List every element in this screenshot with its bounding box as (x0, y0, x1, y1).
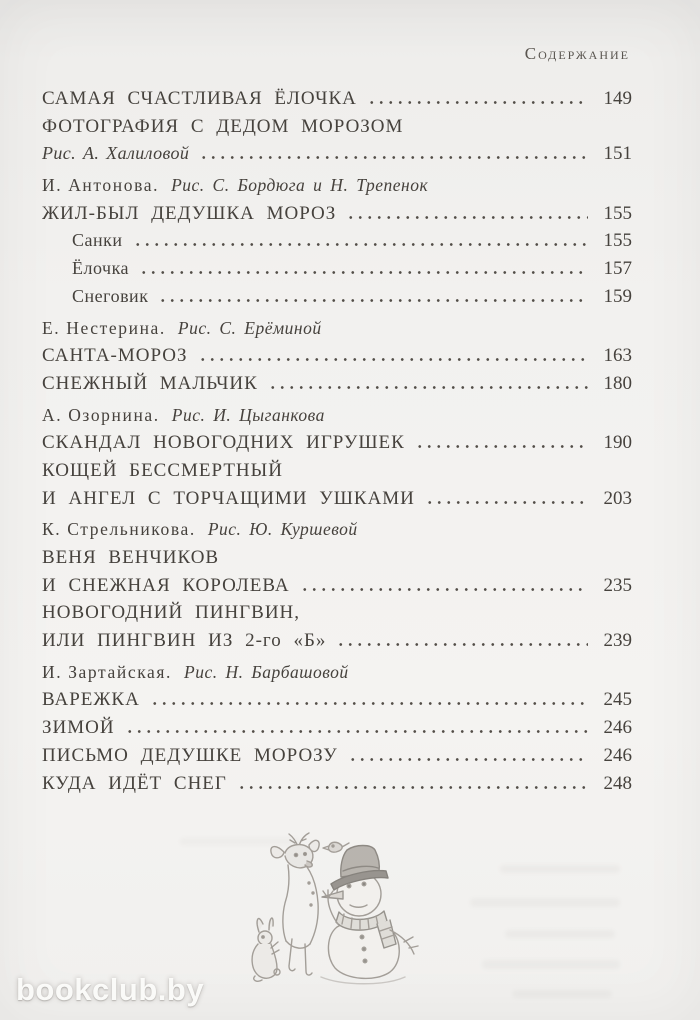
dotted-leader (150, 702, 588, 705)
toc-entry-row (42, 575, 632, 603)
deer-rabbit-snowman-illustration (243, 831, 428, 993)
toc-entry-title: ВАРЕЖКА (42, 689, 140, 711)
toc-entry-title: НОВОГОДНИЙ ПИНГВИН, (42, 602, 301, 624)
toc-entry-row (42, 547, 632, 575)
toc-page-number: 246 (603, 717, 632, 739)
toc-entry-row (42, 773, 632, 801)
toc-entry-title: ЖИЛ-БЫЛ ДЕДУШКА МОРОЗ (42, 202, 337, 224)
toc-entry-row (42, 602, 632, 630)
toc-author-row (42, 175, 632, 203)
toc-author-name: И. Зартайская. (42, 661, 173, 682)
toc-entry-row (42, 717, 632, 745)
toc-author-row (42, 405, 632, 433)
dotted-leader (139, 271, 588, 274)
dotted-leader (300, 588, 588, 591)
bleed-through-artifact (512, 990, 612, 998)
toc-author-name: И. Антонова. (42, 175, 160, 196)
bleed-through-artifact (470, 898, 620, 907)
toc-author-name: А. Озорнина. (42, 404, 160, 425)
toc-entry-title: ВЕНЯ ВЕНЧИКОВ (42, 547, 220, 568)
toc-page-number: 239 (603, 630, 632, 652)
toc-page-number: 155 (603, 202, 632, 224)
toc-author-row (42, 318, 632, 346)
toc-illustrator-credit: Рис. С. Ерёминой (177, 317, 322, 338)
dotted-leader (158, 299, 588, 302)
toc-entry-title: САНТА-МОРОЗ (42, 345, 188, 367)
toc-page-number: 246 (603, 744, 632, 766)
toc-illustrator-credit: Рис. С. Бордюга и Н. Трепенок (171, 175, 429, 196)
toc-page-number: 203 (603, 487, 632, 509)
toc-entry-row (42, 432, 632, 460)
toc-entry-title: СКАНДАЛ НОВОГОДНИХ ИГРУШЕК (42, 432, 405, 454)
dotted-leader (346, 216, 588, 219)
toc-entry-title: САМАЯ СЧАСТЛИВАЯ ЁЛОЧКА (42, 88, 357, 109)
toc-entry-row (42, 630, 632, 658)
toc-entry-row (42, 88, 632, 116)
toc-entry-row (42, 203, 632, 231)
toc-page-number: 149 (603, 88, 632, 109)
bleed-through-artifact (482, 960, 620, 969)
dotted-leader (268, 386, 588, 389)
dotted-leader (198, 358, 588, 361)
toc-entry-title: ЗИМОЙ (42, 717, 115, 739)
toc-entry-title: И СНЕЖНАЯ КОРОЛЕВА (42, 574, 290, 596)
toc-page-number: 155 (603, 230, 632, 252)
toc-entry-row (42, 373, 632, 401)
toc-entry-row (42, 689, 632, 717)
dotted-leader (133, 243, 588, 246)
toc-page-number: 235 (603, 574, 632, 596)
toc-entry-row (42, 258, 632, 286)
toc-author-row (42, 662, 632, 690)
dotted-leader (348, 758, 588, 761)
page-title: Содержание (524, 44, 630, 63)
toc-page-number: 245 (603, 689, 632, 711)
dotted-leader (125, 730, 588, 733)
dotted-leader (199, 156, 588, 159)
toc-entry-title: КОЩЕЙ БЕССМЕРТНЫЙ (42, 459, 283, 481)
toc-page-number: 190 (603, 432, 632, 454)
bleed-through-artifact (180, 838, 300, 845)
toc-entry-title: ИЛИ ПИНГВИН ИЗ 2-го «Б» (42, 630, 327, 652)
watermark-bookclub: bookclub.by (16, 972, 205, 1007)
toc-illustrator-credit: Рис. Н. Барбашовой (184, 661, 349, 682)
toc-page-number: 248 (603, 772, 632, 794)
toc-page-number: 159 (603, 285, 632, 307)
toc-page-number: 157 (603, 258, 632, 280)
toc-entry-row (42, 230, 632, 258)
toc-page-number: 151 (603, 143, 632, 165)
toc-entry-title: СНЕЖНЫЙ МАЛЬЧИК (42, 372, 258, 394)
toc-entry-row (42, 488, 632, 516)
bleed-through-artifact (505, 930, 615, 938)
dotted-leader (367, 101, 588, 104)
toc-entry-title: КУДА ИДЁТ СНЕГ (42, 772, 227, 794)
toc-entry-row (42, 460, 632, 488)
dotted-leader (415, 445, 588, 448)
toc-entry-row (42, 143, 632, 171)
toc-author-name: Е. Нестерина. (42, 317, 166, 338)
toc-entry-title: Санки (72, 230, 123, 251)
toc-page-number: 180 (603, 372, 632, 394)
bleed-through-artifact (500, 865, 620, 873)
toc-entry-row (42, 345, 632, 373)
toc-author-row (42, 519, 632, 547)
toc-entry-title: Снеговик (72, 285, 149, 306)
toc-entry-title: ФОТОГРАФИЯ С ДЕДОМ МОРОЗОМ (42, 115, 404, 137)
toc-illustrator-credit: Рис. Ю. Куршевой (207, 519, 358, 540)
toc-entry-title: И АНГЕЛ С ТОРЧАЩИМИ УШКАМИ (42, 487, 415, 509)
toc-page-number: 163 (603, 345, 632, 367)
toc-entry-title: Рис. А. Халиловой (42, 143, 190, 164)
toc-entry-row (42, 745, 632, 773)
toc-entry-title: ПИСЬМО ДЕДУШКЕ МОРОЗУ (42, 744, 338, 766)
dotted-leader (336, 643, 588, 646)
toc-entry-row (42, 286, 632, 314)
table-of-contents (42, 88, 632, 800)
toc-illustrator-credit: Рис. И. Цыганкова (171, 404, 325, 425)
toc-author-name: К. Стрельникова. (42, 519, 196, 540)
toc-entry-title: Ёлочка (72, 258, 130, 279)
dotted-leader (237, 786, 588, 789)
toc-entry-row (42, 116, 632, 144)
dotted-leader (425, 501, 588, 504)
